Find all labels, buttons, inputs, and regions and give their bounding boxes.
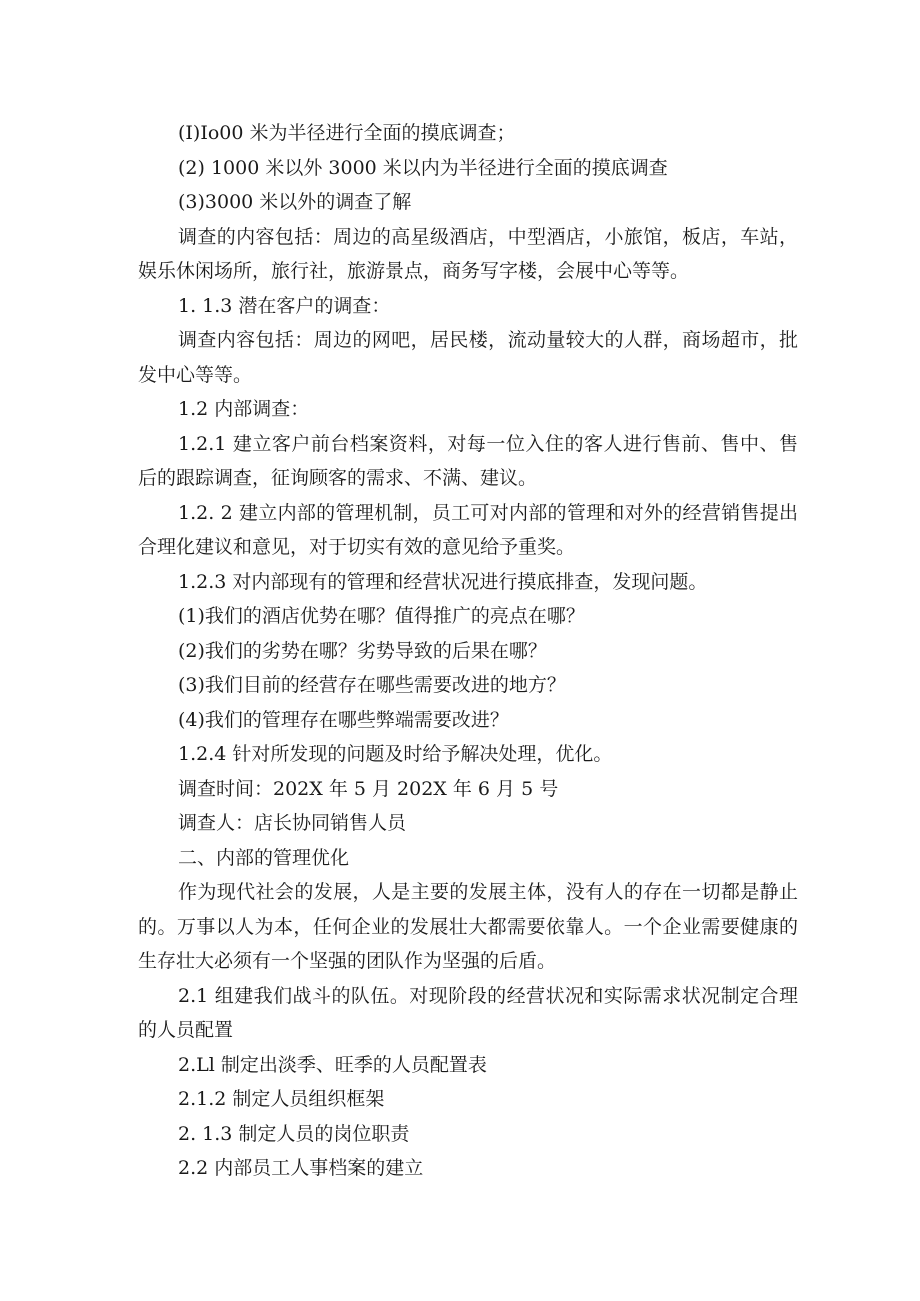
paragraph: 1.2.4 针对所发现的问题及时给予解决处理，优化。 — [178, 743, 613, 765]
paragraph: 1.2.1 建立客户前台档案资料，对每一位入住的客人进行售前、售中、售后的跟踪调查，征询顾客的需求、不满、建议。 — [138, 432, 798, 489]
survey-person: 调查人：店长协同销售人员 — [178, 812, 407, 834]
paragraph: 2.Ll 制定出淡季、旺季的人员配置表 — [178, 1053, 487, 1076]
paragraph: 2.1 组建我们战斗的队伍。对现阶段的经营状况和实际需求状况制定合理的人员配置 — [138, 984, 798, 1041]
paragraph: 2.2 内部员工人事档案的建立 — [178, 1157, 424, 1179]
survey-time: 调查时间：202X 年 5 月 202X 年 6 月 5 号 — [178, 777, 559, 800]
paragraph: 1.2.3 对内部现有的管理和经营状况进行摸底排查，发现问题。 — [178, 570, 708, 593]
list-item: (4)我们的管理存在哪些弊端需要改进？ — [178, 708, 509, 731]
paragraph: (I)Io00 米为半径进行全面的摸底调查； — [178, 122, 516, 144]
document-body — [138, 116, 798, 1186]
section-heading: 1. 1.3 潜在客户的调查： — [178, 294, 391, 317]
section-heading: 二、内部的管理优化 — [178, 846, 350, 869]
paragraph: (2) 1000 米以外 3000 米以内为半径进行全面的摸底调查 — [178, 156, 668, 179]
paragraph: 2.1.2 制定人员组织框架 — [178, 1088, 385, 1110]
paragraph: 1.2. 2 建立内部的管理机制，员工可对内部的管理和对外的经营销售提出合理化建议和意见，对于切实有效的意见给予重奖。 — [138, 501, 798, 558]
paragraph: 调查内容包括：周边的网吧，居民楼，流动量较大的人群，商场超市，批发中心等等。 — [138, 329, 798, 386]
paragraph: 调查的内容包括：周边的高星级酒店，中型酒店，小旅馆，板店，车站，娱乐休闲场所，旅行社，旅游景点，商务写字楼，会展中心等等。 — [138, 225, 798, 282]
paragraph: 作为现代社会的发展，人是主要的发展主体，没有人的存在一切都是静止的。万事以人为本，任何企业的发展壮大都需要依靠人。一个企业需要健康的生存壮大必须有一个坚强的团队作为坚强的后盾。 — [138, 881, 798, 972]
section-heading: 1.2 内部调查： — [178, 398, 310, 420]
list-item: (2)我们的劣势在哪？劣势导致的后果在哪？ — [178, 639, 547, 662]
paragraph: (3)3000 米以外的调查了解 — [178, 191, 412, 213]
paragraph: 2. 1.3 制定人员的岗位职责 — [178, 1122, 410, 1145]
list-item: (1)我们的酒店优势在哪？值得推广的亮点在哪？ — [178, 605, 585, 627]
list-item: (3)我们目前的经营存在哪些需要改进的地方？ — [178, 674, 566, 696]
